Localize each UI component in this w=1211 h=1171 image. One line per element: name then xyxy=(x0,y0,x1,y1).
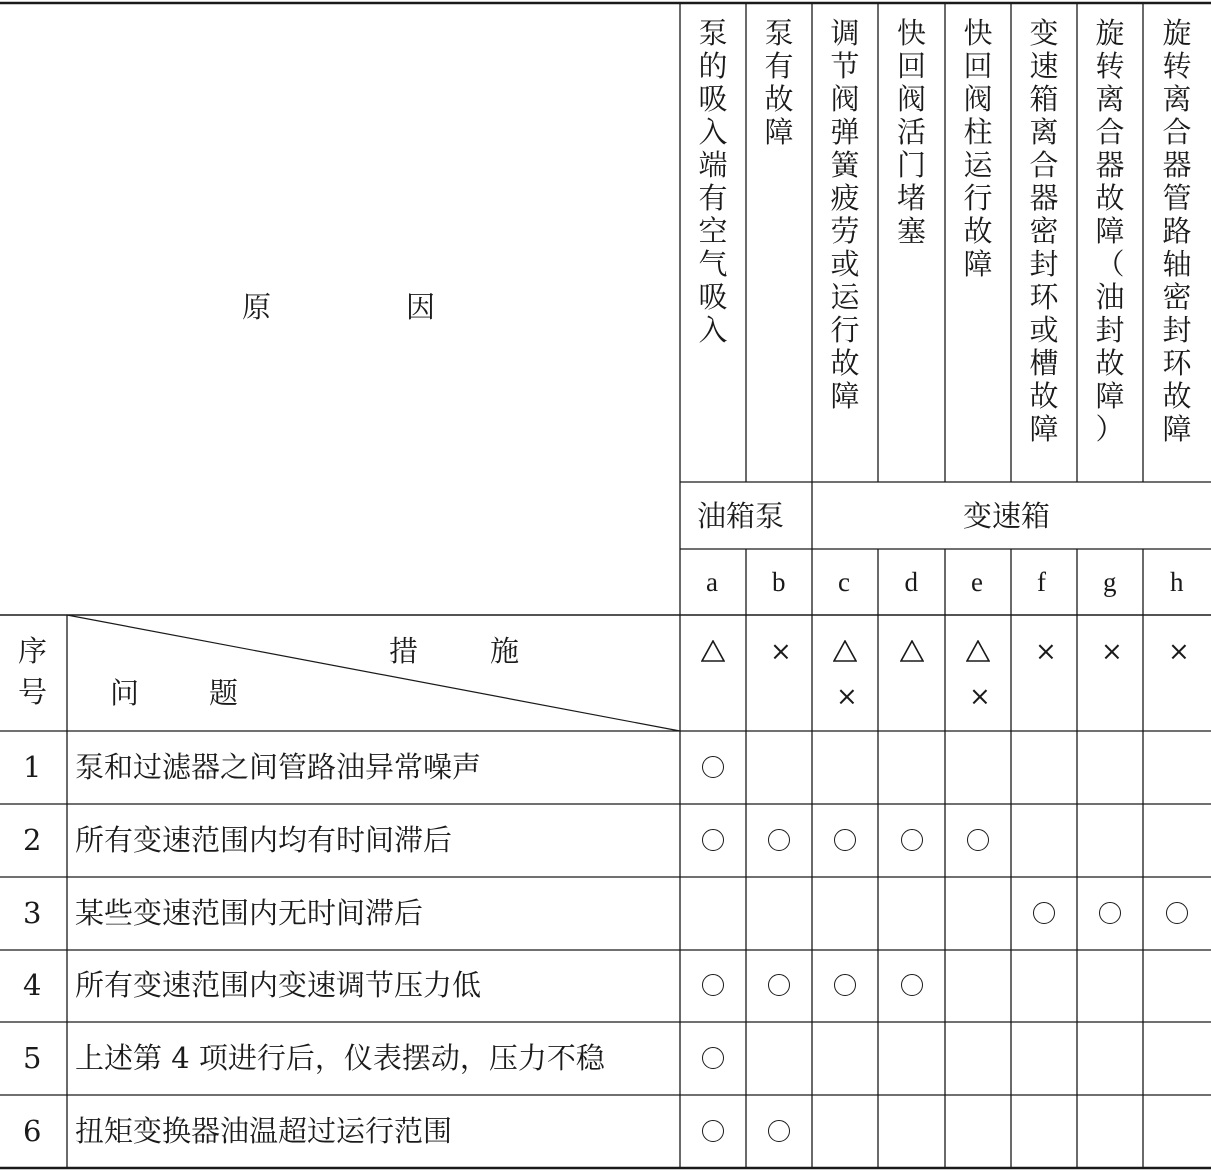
cause-text-d: 快 回 阀 活 门 堵 塞 xyxy=(896,16,926,248)
applies-circle-icon xyxy=(702,974,724,996)
row-number: 4 xyxy=(23,968,42,1002)
replace-cross-icon: × xyxy=(1035,637,1057,667)
applies-circle-icon xyxy=(967,829,989,851)
applies-circle-icon xyxy=(901,974,923,996)
row-problem: 扭矩变换器油温超过运行范围 xyxy=(75,1113,453,1148)
check-triangle-icon xyxy=(701,640,725,662)
applies-circle-icon xyxy=(702,829,724,851)
cause-text-f: 变 速 箱 离 合 器 密 封 环 或 槽 故 障 xyxy=(1029,16,1059,446)
replace-cross-icon: × xyxy=(836,682,858,712)
cause-code-h: h xyxy=(1170,567,1184,597)
applies-circle-icon xyxy=(1166,902,1188,924)
cause-text-a: 泵 的 吸 入 端 有 空 气 吸 入 xyxy=(698,16,728,347)
row-problem: 泵和过滤器之间管路油异常噪声 xyxy=(75,749,482,784)
cause-code-e: e xyxy=(971,567,983,597)
problem-label-1: 问 xyxy=(110,676,140,710)
group-pump: 油箱泵 xyxy=(697,499,785,533)
cause-code-a: a xyxy=(706,567,718,597)
reason-label-1: 原 xyxy=(242,290,272,324)
replace-cross-icon: × xyxy=(770,637,792,667)
applies-circle-icon xyxy=(768,974,790,996)
applies-circle-icon xyxy=(768,829,790,851)
row-problem: 某些变速范围内无时间滞后 xyxy=(75,895,424,930)
cause-code-f: f xyxy=(1037,567,1046,597)
row-number: 6 xyxy=(23,1113,42,1148)
applies-circle-icon xyxy=(702,756,724,778)
row-problem: 所有变速范围内均有时间滞后 xyxy=(75,822,453,857)
replace-cross-icon: × xyxy=(1168,637,1190,667)
measure-label-2: 施 xyxy=(490,634,520,668)
cause-code-b: b xyxy=(772,567,786,597)
applies-circle-icon xyxy=(768,1120,790,1142)
row-number: 3 xyxy=(23,895,42,930)
applies-circle-icon xyxy=(1033,902,1055,924)
check-triangle-icon xyxy=(900,640,924,662)
cause-text-g: 旋 转 离 合 器 故 障 （ 油 封 故 障 ） xyxy=(1095,16,1125,446)
measure-label-1: 措 xyxy=(389,634,419,668)
applies-circle-icon xyxy=(702,1120,724,1142)
applies-circle-icon xyxy=(901,829,923,851)
applies-circle-icon xyxy=(834,974,856,996)
applies-circle-icon xyxy=(1099,902,1121,924)
row-number: 1 xyxy=(23,749,42,784)
cause-text-c: 调 节 阀 弹 簧 疲 劳 或 运 行 故 障 xyxy=(830,16,860,413)
applies-circle-icon xyxy=(834,829,856,851)
cause-text-b: 泵 有 故 障 xyxy=(764,16,794,149)
seq-label-1: 序 xyxy=(18,634,48,668)
check-triangle-icon xyxy=(833,640,857,662)
row-number: 2 xyxy=(23,822,42,857)
cause-text-e: 快 回 阀 柱 运 行 故 障 xyxy=(963,16,993,281)
cause-code-d: d xyxy=(904,567,918,597)
group-gearbox: 变速箱 xyxy=(963,499,1051,533)
row-number: 5 xyxy=(23,1040,42,1075)
seq-label-2: 号 xyxy=(18,675,48,709)
applies-circle-icon xyxy=(702,1047,724,1069)
cause-code-c: c xyxy=(838,567,850,597)
replace-cross-icon: × xyxy=(969,682,991,712)
cause-code-g: g xyxy=(1103,567,1117,597)
problem-label-2: 题 xyxy=(209,676,239,710)
replace-cross-icon: × xyxy=(1101,637,1123,667)
row-problem: 所有变速范围内变速调节压力低 xyxy=(75,968,482,1002)
cause-text-h: 旋 转 离 合 器 管 路 轴 密 封 环 故 障 xyxy=(1162,16,1192,446)
row-problem: 上述第 4 项进行后，仪表摆动，压力不稳 xyxy=(75,1040,605,1075)
reason-label-2: 因 xyxy=(406,290,436,324)
check-triangle-icon xyxy=(966,640,990,662)
